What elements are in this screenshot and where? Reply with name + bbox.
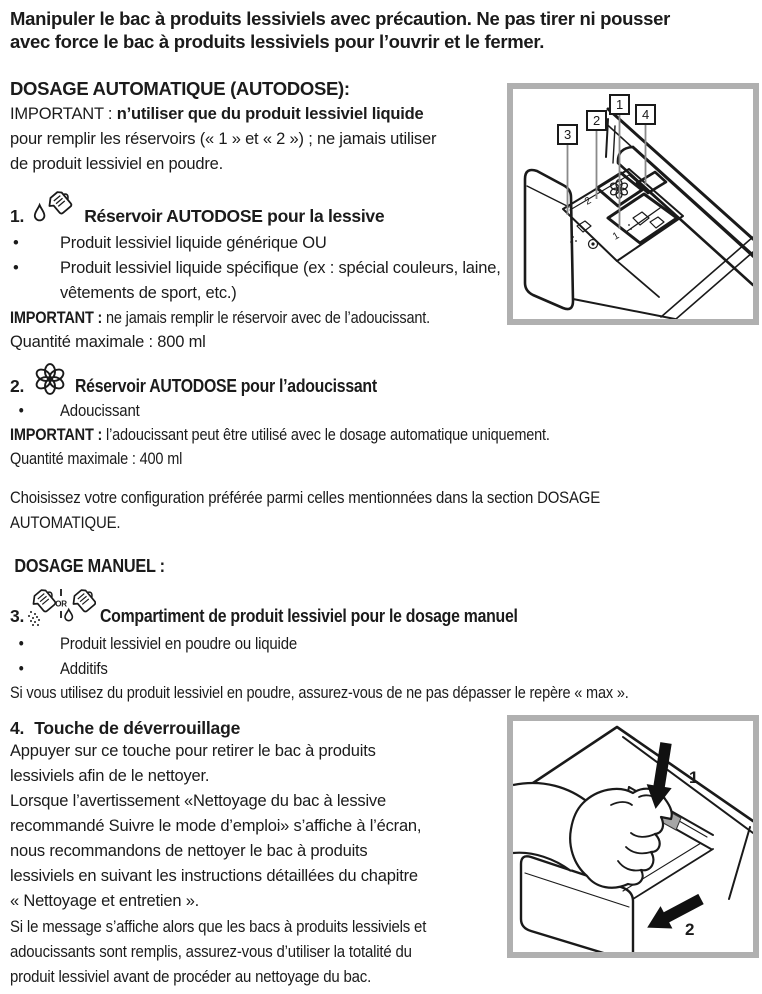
list-item: • Produit lessiviel en poudre ou liquide <box>16 631 672 656</box>
item2-title: Réservoir AUTODOSE pour l’adoucissant <box>75 376 378 396</box>
drawer-diagram-drawing <box>513 89 753 319</box>
paragraph-line: Choisissez votre configuration préférée parmi celles mentionnées dans la section DOSAGE <box>10 488 601 507</box>
step-label-1: 1 <box>689 768 699 787</box>
paragraph-line: lessiviels en suivant les instructions détaillées du chapitre <box>10 867 418 885</box>
intro-line: avec force le bac à produits lessiviels pour l’ouvrir et le fermer. <box>10 31 545 52</box>
paragraph-line: pour remplir les réservoirs (« 1 » et « 2 ») ; ne jamais utiliser <box>10 130 437 148</box>
list-item: • Adoucissant <box>16 398 672 423</box>
paragraph-line: nous recommandons de nettoyer le bac à produits <box>10 842 368 860</box>
item3-title: Compartiment de produit lessiviel pour le dosage manuel <box>100 606 518 626</box>
liquid-detergent-pour-icon <box>30 188 76 228</box>
item2-number: 2. <box>10 376 25 396</box>
important-label: IMPORTANT : <box>10 426 103 444</box>
item1-important <box>10 306 450 330</box>
callout-label-3: 3 <box>563 127 572 142</box>
molded-number-1: 1 <box>611 230 622 243</box>
release-diagram-drawing <box>513 721 753 952</box>
item1-bullets <box>10 231 510 306</box>
item1-title: Réservoir AUTODOSE pour la lessive <box>84 206 385 226</box>
paragraph-line: Si le message s’affiche alors que les bacs à produits lessiviels et <box>10 917 427 936</box>
important-label: IMPORTANT : <box>10 309 103 327</box>
item3-number: 3. <box>10 606 25 626</box>
powder-or-liquid-detergent-icon <box>28 586 96 628</box>
paragraph-line: Lorsque l’avertissement «Nettoyage du bac à lessive <box>10 792 386 810</box>
powder-dots <box>28 611 40 626</box>
item3-note: Si vous utilisez du produit lessiviel en poudre, assurez-vous de ne pas dépasser le repère « max ». <box>10 684 629 702</box>
important-bold-text: n’utiliser que du produit lessiviel liquide <box>116 105 424 123</box>
item3-heading <box>10 584 756 628</box>
item2-important <box>10 423 666 447</box>
autodose-heading: DOSAGE AUTOMATIQUE (AUTODOSE): <box>10 78 350 99</box>
list-item: • Produit lessiviel liquide spécifique (ex : spécial couleurs, laine, vêtements de sport, etc.) <box>10 256 510 306</box>
manual-heading: DOSAGE MANUEL : <box>14 555 165 576</box>
paragraph-line: Appuyer sur ce touche pour retirer le bac à produits <box>10 742 376 760</box>
item4-title: Touche de déverrouillage <box>34 718 241 738</box>
paragraph-line: produit lessiviel avant de procéder au nettoyage du bac. <box>10 967 372 986</box>
intro-warning <box>10 7 754 53</box>
hand-drawing <box>513 783 672 888</box>
item1-max-quantity: Quantité maximale : 800 ml <box>10 333 206 351</box>
item4-heading <box>10 717 510 739</box>
intro-line: Manipuler le bac à produits lessiviels avec précaution. Ne pas tirer ni pousser <box>10 8 671 29</box>
list-item: • Additifs <box>16 656 672 681</box>
step-label-2: 2 <box>685 920 695 939</box>
item2-heading <box>10 356 510 398</box>
important-text: l’adoucissant peut être utilisé avec le dosage automatique uniquement. <box>102 426 550 444</box>
paragraph-line: de produit lessiviel en poudre. <box>10 155 224 173</box>
pull-arrow <box>641 888 707 939</box>
release-button-figure <box>507 715 759 958</box>
paragraph-line: adoucissants sont remplis, assurez-vous d’utiliser la totalité du <box>10 942 412 961</box>
molded-number-2: 2 <box>583 195 594 208</box>
autodose-drawer-figure <box>507 83 759 325</box>
paragraph-line: AUTOMATIQUE. <box>10 513 121 532</box>
item4-paragraph <box>10 739 510 989</box>
list-item: • Produit lessiviel liquide générique OU <box>10 231 510 256</box>
paragraph-line: lessiviels afin de le nettoyer. <box>10 767 210 785</box>
item1-number: 1. <box>10 206 25 226</box>
item3-bullets <box>10 631 756 681</box>
paragraph-line: recommandé Suivre le mode d’emploi» s’affiche à l’écran, <box>10 817 422 835</box>
callout-label-2: 2 <box>592 113 601 128</box>
molded-detail-dots <box>570 224 632 245</box>
softener-flower-icon <box>31 360 69 398</box>
item2-bullets <box>10 398 756 423</box>
item4-number: 4. <box>10 718 25 738</box>
callout-label-4: 4 <box>641 107 650 122</box>
important-text: ne jamais remplir le réservoir avec de l’adoucissant. <box>102 309 430 327</box>
item2-max-quantity: Quantité maximale : 400 ml <box>10 450 183 468</box>
callout-label-1: 1 <box>615 97 624 112</box>
important-label: IMPORTANT : <box>10 105 117 123</box>
autodose-important-paragraph <box>10 102 510 177</box>
item1-heading <box>10 183 510 228</box>
or-label: OR <box>55 599 68 609</box>
paragraph-line: « Nettoyage et entretien ». <box>10 892 200 910</box>
config-note <box>10 485 756 535</box>
